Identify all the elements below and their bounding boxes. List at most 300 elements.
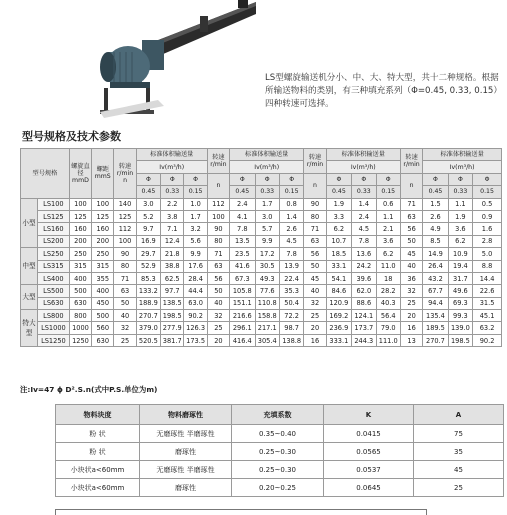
- spec-cell: 52.9: [136, 260, 160, 272]
- spec-cell: 173.7: [352, 322, 376, 334]
- spec-cell: 45.1: [473, 310, 502, 322]
- spec-cell: 3.3: [326, 210, 351, 222]
- section-title: 型号规格及技术参数: [22, 130, 121, 143]
- phi-value: 0.33: [352, 186, 376, 198]
- spec-cell: 198.5: [448, 334, 472, 346]
- spec-cell: 40: [114, 310, 136, 322]
- spec-cell: 296.1: [230, 322, 255, 334]
- spec-cell: 3.8: [161, 210, 184, 222]
- spec-cell: 62.0: [352, 285, 376, 297]
- spec-cell: 1250: [69, 334, 91, 346]
- spec-cell: 32: [207, 310, 229, 322]
- spec-cell: 24.2: [352, 260, 376, 272]
- spec-cell: 31.5: [473, 297, 502, 309]
- spec-cell: 135.4: [423, 310, 448, 322]
- spec-cell: 3.6: [448, 223, 472, 235]
- spec-cell: 315: [92, 260, 114, 272]
- spec-row: [21, 272, 502, 284]
- spec-cell: 80: [304, 210, 326, 222]
- spec-cell: 500: [92, 310, 114, 322]
- spec-cell: 71: [114, 272, 136, 284]
- spec-cell: 40: [304, 285, 326, 297]
- spec-cell: 4.9: [423, 223, 448, 235]
- spec-cell: 56: [304, 248, 326, 260]
- spec-cell: 333.1: [326, 334, 351, 346]
- spec-cell: 14.4: [473, 272, 502, 284]
- spec-cell: 67.3: [230, 272, 255, 284]
- spec-cell: 0.5: [473, 198, 502, 210]
- spec-cell: 138.8: [279, 334, 303, 346]
- spec-cell: 3.0: [255, 210, 279, 222]
- spec-cell: 71: [400, 198, 422, 210]
- spec-cell: 140: [114, 198, 136, 210]
- spec-row: [21, 297, 502, 309]
- phi-label: Φ: [352, 173, 376, 185]
- spec-cell: 1.4: [279, 210, 303, 222]
- phi-label: Φ: [448, 173, 472, 185]
- model-cell: LS1250: [37, 334, 69, 346]
- spec-table: [20, 148, 502, 347]
- header-unit-2: Iv(m³/h): [230, 161, 304, 173]
- material-row: [56, 479, 504, 497]
- material-cell: 0.0565: [324, 443, 414, 461]
- material-cell: 小块状a<60mm: [56, 461, 140, 479]
- phi-label: Φ: [255, 173, 279, 185]
- spec-cell: 45: [400, 248, 422, 260]
- phi-label: Φ: [423, 173, 448, 185]
- spec-cell: 125: [114, 210, 136, 222]
- phi-label: Φ: [184, 173, 207, 185]
- material-cell: 75: [414, 425, 504, 443]
- model-cell: LS200: [37, 235, 69, 247]
- phi-value: 0.45: [326, 186, 351, 198]
- size-group-label: 中型: [21, 248, 38, 285]
- spec-cell: 85.3: [136, 272, 160, 284]
- phi-value: 0.15: [184, 186, 207, 198]
- spec-cell: 400: [92, 285, 114, 297]
- model-cell: LS100: [37, 198, 69, 210]
- spec-cell: 1.0: [184, 198, 207, 210]
- spec-cell: 3.0: [136, 198, 160, 210]
- spec-cell: 100: [207, 210, 229, 222]
- spec-cell: 80: [207, 235, 229, 247]
- spec-cell: 13.6: [352, 248, 376, 260]
- spec-row: [21, 248, 502, 260]
- spec-cell: 133.2: [136, 285, 160, 297]
- model-cell: LS250: [37, 248, 69, 260]
- spec-cell: 217.1: [255, 322, 279, 334]
- spec-cell: 277.9: [161, 322, 184, 334]
- spec-cell: 236.9: [326, 322, 351, 334]
- spec-cell: 124.1: [352, 310, 376, 322]
- material-cell: 粉 状: [56, 425, 140, 443]
- spec-cell: 22.6: [473, 285, 502, 297]
- spec-row: [21, 235, 502, 247]
- next-table-edge: [55, 509, 427, 515]
- spec-cell: 250: [69, 248, 91, 260]
- spec-cell: 7.1: [161, 223, 184, 235]
- spec-cell: 100: [69, 198, 91, 210]
- spec-cell: 12.4: [161, 235, 184, 247]
- spec-cell: 381.7: [161, 334, 184, 346]
- header-pitch: 螺距mmS: [92, 149, 114, 199]
- spec-cell: 169.2: [326, 310, 351, 322]
- material-table: [55, 404, 504, 497]
- spec-cell: 139.0: [448, 322, 472, 334]
- spec-cell: 21.8: [161, 248, 184, 260]
- header-capacity-3: 标准体积输送量: [326, 149, 400, 161]
- size-group-label: 大型: [21, 285, 38, 310]
- spec-cell: 1.1: [376, 210, 400, 222]
- spec-cell: 20: [304, 322, 326, 334]
- spec-cell: 90.2: [473, 334, 502, 346]
- spec-cell: 63: [400, 210, 422, 222]
- phi-label: Φ: [376, 173, 400, 185]
- spec-cell: 100: [92, 198, 114, 210]
- spec-cell: 4.5: [279, 235, 303, 247]
- spec-cell: 110.8: [255, 297, 279, 309]
- phi-label: Φ: [279, 173, 303, 185]
- spec-cell: 13: [400, 334, 422, 346]
- intro-text: LS型螺旋输送机分小、中、大、特大型，共十二种规格。根据所输送物料的类别，有三种填充系列（Φ=0.45, 0.33, 0.15）四种转速可选择。: [265, 73, 499, 109]
- spec-cell: 5.2: [136, 210, 160, 222]
- n-label: n: [304, 173, 326, 198]
- size-group-label: 小型: [21, 198, 38, 248]
- spec-cell: 16: [400, 322, 422, 334]
- spec-row: [21, 260, 502, 272]
- spec-cell: 63.0: [184, 297, 207, 309]
- phi-label: Φ: [136, 173, 160, 185]
- header-speed-4: 转速r/min: [400, 149, 422, 174]
- n-label: n: [207, 173, 229, 198]
- spec-row: [21, 223, 502, 235]
- spec-cell: 11.0: [376, 260, 400, 272]
- spec-cell: 63: [114, 285, 136, 297]
- spec-row: [21, 210, 502, 222]
- spec-cell: 32: [400, 285, 422, 297]
- spec-cell: 56: [207, 272, 229, 284]
- spec-cell: 6.2: [326, 223, 351, 235]
- spec-cell: 72.2: [279, 310, 303, 322]
- spec-cell: 69.3: [448, 297, 472, 309]
- spec-cell: 6.2: [376, 248, 400, 260]
- spec-cell: 3.6: [376, 235, 400, 247]
- material-cell: 无磨琢性 半磨琢性: [140, 461, 232, 479]
- spec-cell: 2.4: [230, 198, 255, 210]
- spec-cell: 63.2: [473, 322, 502, 334]
- spec-cell: 32: [304, 297, 326, 309]
- spec-cell: 173.5: [184, 334, 207, 346]
- spec-cell: 416.4: [230, 334, 255, 346]
- model-cell: LS315: [37, 260, 69, 272]
- spec-cell: 2.1: [376, 223, 400, 235]
- spec-cell: 1.6: [473, 223, 502, 235]
- spec-cell: 25: [304, 310, 326, 322]
- n-label: n: [400, 173, 422, 198]
- spec-cell: 25: [400, 297, 422, 309]
- spec-cell: 40: [207, 297, 229, 309]
- spec-cell: 40.3: [376, 297, 400, 309]
- phi-value: 0.15: [279, 186, 303, 198]
- spec-cell: 7.8: [230, 223, 255, 235]
- header-unit-4: Iv(m³/h): [423, 161, 502, 173]
- material-header-size: 物料块度: [56, 405, 140, 425]
- header-model: 型号规格: [21, 149, 70, 199]
- spec-cell: 315: [69, 260, 91, 272]
- spec-cell: 38.8: [161, 260, 184, 272]
- phi-value: 0.45: [423, 186, 448, 198]
- spec-cell: 13.9: [279, 260, 303, 272]
- spec-cell: 198.5: [161, 310, 184, 322]
- phi-label: Φ: [161, 173, 184, 185]
- spec-cell: 111.0: [376, 334, 400, 346]
- spec-cell: 151.1: [230, 297, 255, 309]
- material-cell: 磨琢性: [140, 479, 232, 497]
- spec-cell: 100: [114, 235, 136, 247]
- model-cell: LS125: [37, 210, 69, 222]
- spec-cell: 1.4: [352, 198, 376, 210]
- spec-cell: 35.3: [279, 285, 303, 297]
- spec-cell: 6.2: [448, 235, 472, 247]
- spec-cell: 500: [69, 285, 91, 297]
- spec-cell: 17.2: [255, 248, 279, 260]
- spec-cell: 54.1: [326, 272, 351, 284]
- spec-cell: 32: [114, 322, 136, 334]
- spec-cell: 9.9: [184, 248, 207, 260]
- spec-cell: 62.5: [161, 272, 184, 284]
- spec-cell: 71: [207, 248, 229, 260]
- spec-cell: 520.5: [136, 334, 160, 346]
- spec-cell: 4.5: [352, 223, 376, 235]
- spec-cell: 0.8: [279, 198, 303, 210]
- phi-label: Φ: [230, 173, 255, 185]
- spec-cell: 45: [304, 272, 326, 284]
- spec-cell: 33.1: [326, 260, 351, 272]
- model-cell: LS160: [37, 223, 69, 235]
- header-speed-1: 转速r/min n: [114, 149, 136, 199]
- model-cell: LS630: [37, 297, 69, 309]
- spec-cell: 17.6: [184, 260, 207, 272]
- material-table-body: [56, 425, 504, 497]
- spec-cell: 10.7: [326, 235, 351, 247]
- material-cell: 0.25~0.30: [232, 443, 324, 461]
- material-cell: 磨琢性: [140, 443, 232, 461]
- spec-cell: 379.0: [136, 322, 160, 334]
- material-cell: 0.35~0.40: [232, 425, 324, 443]
- spec-cell: 305.4: [255, 334, 279, 346]
- screw-conveyor-image: [88, 0, 256, 120]
- spec-cell: 56: [400, 223, 422, 235]
- spec-cell: 8.5: [423, 235, 448, 247]
- spec-cell: 800: [69, 310, 91, 322]
- spec-row: [21, 322, 502, 334]
- screw-conveyor-drawing: [88, 0, 256, 120]
- spec-cell: 18.5: [326, 248, 351, 260]
- spec-table-body: [21, 198, 502, 347]
- spec-cell: 25: [114, 334, 136, 346]
- spec-cell: 31.7: [448, 272, 472, 284]
- spec-cell: 270.7: [136, 310, 160, 322]
- spec-cell: 50.4: [279, 297, 303, 309]
- spec-cell: 94.4: [423, 297, 448, 309]
- spec-cell: 560: [92, 322, 114, 334]
- spec-cell: 16.9: [136, 235, 160, 247]
- spec-cell: 97.7: [161, 285, 184, 297]
- header-unit-1: Iv(m³/h): [136, 161, 207, 173]
- phi-value: 0.15: [473, 186, 502, 198]
- spec-cell: 43.2: [423, 272, 448, 284]
- spec-cell: 1.5: [423, 198, 448, 210]
- spec-cell: 25: [207, 322, 229, 334]
- spec-cell: 7.8: [352, 235, 376, 247]
- spec-cell: 9.9: [255, 235, 279, 247]
- spec-cell: 23.5: [230, 248, 255, 260]
- header-capacity-2: 标准体积输送量: [230, 149, 304, 161]
- spec-cell: 29.7: [136, 248, 160, 260]
- model-cell: LS800: [37, 310, 69, 322]
- model-cell: LS400: [37, 272, 69, 284]
- phi-label: Φ: [326, 173, 351, 185]
- spec-cell: 1.9: [448, 210, 472, 222]
- size-group-label: 特大型: [21, 310, 38, 347]
- spec-cell: 28.4: [184, 272, 207, 284]
- spec-cell: 67.7: [423, 285, 448, 297]
- spec-cell: 630: [69, 297, 91, 309]
- spec-cell: 1.9: [326, 198, 351, 210]
- material-cell: 粉 状: [56, 443, 140, 461]
- spec-cell: 270.7: [423, 334, 448, 346]
- header-speed-3: 转速r/min: [304, 149, 326, 174]
- spec-cell: 2.6: [279, 223, 303, 235]
- spec-cell: 19.4: [448, 260, 472, 272]
- spec-cell: 80: [114, 260, 136, 272]
- spec-cell: 98.7: [279, 322, 303, 334]
- spec-cell: 188.9: [136, 297, 160, 309]
- material-cell: 0.0415: [324, 425, 414, 443]
- spec-cell: 189.5: [423, 322, 448, 334]
- spec-cell: 138.5: [161, 297, 184, 309]
- spec-cell: 216.6: [230, 310, 255, 322]
- spec-cell: 1.1: [448, 198, 472, 210]
- spec-cell: 49.6: [448, 285, 472, 297]
- spec-cell: 450: [92, 297, 114, 309]
- material-row: [56, 443, 504, 461]
- spec-cell: 200: [92, 235, 114, 247]
- spec-cell: 84.6: [326, 285, 351, 297]
- spec-cell: 630: [92, 334, 114, 346]
- spec-cell: 105.8: [230, 285, 255, 297]
- spec-cell: 5.0: [473, 248, 502, 260]
- spec-cell: 71: [304, 223, 326, 235]
- spec-cell: 50: [207, 285, 229, 297]
- material-header-fill: 充填系数: [232, 405, 324, 425]
- spec-cell: 13.5: [230, 235, 255, 247]
- spec-row: [21, 285, 502, 297]
- spec-cell: 400: [69, 272, 91, 284]
- spec-cell: 5.7: [255, 223, 279, 235]
- material-cell: 35: [414, 443, 504, 461]
- spec-cell: 26.4: [423, 260, 448, 272]
- spec-cell: 1000: [69, 322, 91, 334]
- spec-cell: 355: [92, 272, 114, 284]
- header-speed-2: 转速r/min: [207, 149, 229, 174]
- spec-cell: 3.2: [184, 223, 207, 235]
- spec-cell: 90: [207, 223, 229, 235]
- spec-cell: 200: [69, 235, 91, 247]
- spec-cell: 4.1: [230, 210, 255, 222]
- spec-cell: 30.5: [255, 260, 279, 272]
- spec-cell: 112: [114, 223, 136, 235]
- spec-cell: 39.6: [352, 272, 376, 284]
- spec-cell: 160: [69, 223, 91, 235]
- model-cell: LS500: [37, 285, 69, 297]
- spec-cell: 28.2: [376, 285, 400, 297]
- spec-cell: 44.4: [184, 285, 207, 297]
- spec-cell: 90.2: [184, 310, 207, 322]
- spec-cell: 99.3: [448, 310, 472, 322]
- spec-cell: 2.6: [423, 210, 448, 222]
- spec-cell: 158.8: [255, 310, 279, 322]
- spec-cell: 125: [69, 210, 91, 222]
- material-cell: 0.20~0.25: [232, 479, 324, 497]
- spec-cell: 10.9: [448, 248, 472, 260]
- header-capacity-4: 标准体积输送量: [423, 149, 502, 161]
- spec-cell: 41.6: [230, 260, 255, 272]
- spec-cell: 8.8: [473, 260, 502, 272]
- spec-cell: 160: [92, 223, 114, 235]
- spec-cell: 5.6: [184, 235, 207, 247]
- spec-cell: 250: [92, 248, 114, 260]
- material-cell: 0.0645: [324, 479, 414, 497]
- material-cell: 0.25~0.30: [232, 461, 324, 479]
- spec-cell: 36: [400, 272, 422, 284]
- spec-cell: 2.4: [352, 210, 376, 222]
- spec-cell: 50: [304, 260, 326, 272]
- header-capacity-1: 标准体积输送量: [136, 149, 207, 161]
- spec-cell: 50: [400, 235, 422, 247]
- spec-cell: 16: [304, 334, 326, 346]
- spec-cell: 20: [207, 334, 229, 346]
- material-header-a: A: [414, 405, 504, 425]
- spec-cell: 2.8: [473, 235, 502, 247]
- phi-value: 0.45: [136, 186, 160, 198]
- material-cell: 小块状a<60mm: [56, 479, 140, 497]
- phi-label: Φ: [473, 173, 502, 185]
- spec-cell: 22.4: [279, 272, 303, 284]
- spec-cell: 77.6: [255, 285, 279, 297]
- header-diameter: 螺旋直径mmD: [69, 149, 91, 199]
- spec-cell: 1.7: [184, 210, 207, 222]
- spec-cell: 79.0: [376, 322, 400, 334]
- material-cell: 0.0537: [324, 461, 414, 479]
- spec-cell: 120.9: [326, 297, 351, 309]
- spec-row: [21, 310, 502, 322]
- spec-cell: 63: [207, 260, 229, 272]
- spec-cell: 9.7: [136, 223, 160, 235]
- spec-cell: 125: [92, 210, 114, 222]
- spec-cell: 90: [114, 248, 136, 260]
- spec-cell: 1.7: [255, 198, 279, 210]
- spec-cell: 50: [114, 297, 136, 309]
- spec-cell: 63: [304, 235, 326, 247]
- spec-cell: 112: [207, 198, 229, 210]
- material-cell: 25: [414, 479, 504, 497]
- spec-cell: 40: [400, 260, 422, 272]
- spec-cell: 88.6: [352, 297, 376, 309]
- spec-cell: 49.3: [255, 272, 279, 284]
- material-row: [56, 425, 504, 443]
- spec-cell: 18: [376, 272, 400, 284]
